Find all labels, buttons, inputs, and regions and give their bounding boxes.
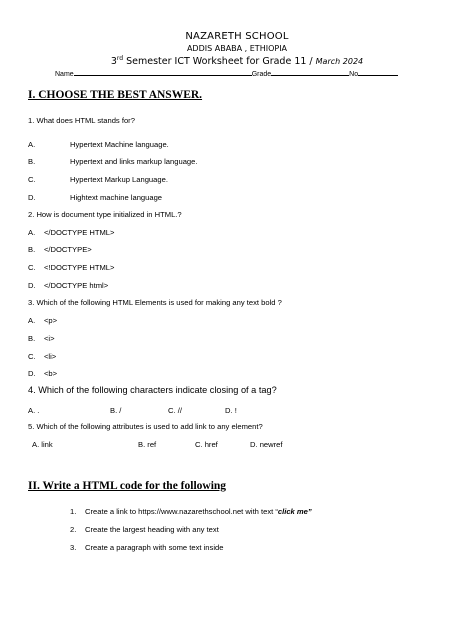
q4-option-b: B. / — [110, 406, 122, 415]
question-1: 1. What does HTML stands for? — [28, 116, 135, 125]
q5-option-a: A. link — [32, 440, 53, 449]
q5-option-d: D. newref — [250, 440, 283, 449]
task-1-emphasis: click me” — [277, 507, 312, 516]
worksheet-title — [0, 55, 474, 67]
q4-option-a: A. . — [28, 406, 40, 415]
no-label: No — [349, 71, 359, 78]
question-3: 3. Which of the following HTML Elements is used for making any text bold ? — [28, 298, 282, 307]
section-1-heading: I. CHOOSE THE BEST ANSWER. — [28, 89, 203, 101]
school-location: ADDIS ABABA , ETHIOPIA — [186, 44, 288, 53]
q5-option-b: B. ref — [138, 440, 157, 449]
q4-option-c: C. // — [168, 406, 182, 415]
student-info-line — [55, 69, 398, 78]
question-5: 5. Which of the following attributes is used to add link to any element? — [28, 422, 263, 431]
question-4: 4. Which of the following characters indicate closing of a tag? — [28, 385, 277, 395]
worksheet-date: March 2024 — [315, 57, 364, 67]
q4-option-d: D. ! — [225, 406, 237, 415]
title-ordinal: 3 — [110, 56, 117, 68]
grade-field[interactable] — [271, 69, 349, 76]
question-2: 2. How is document type initialized in HTML.? — [28, 210, 182, 219]
name-field[interactable] — [74, 69, 252, 76]
grade-label: Grade — [251, 71, 272, 78]
no-field[interactable] — [358, 69, 398, 76]
q5-option-c: C. href — [195, 440, 218, 449]
worksheet-page: NAZARETH SCHOOL ADDIS ABABA , ETHIOPIA 3rd Semester ICT Worksheet for Grade 11 / March 2024 Name Grade No I. CHOOSE THE BEST ANSWER. 1. What does HTML stands for? A. Hypertext Machine language. B. Hypertext and links markup language. C. Hypertext Markup Language. D. Hightext machine language 2. How is document type initialized in HTML.? A. </DOCTYPE HTML> B. </DOCTYPE> C. <!DOCTYPE HTML> D. </DOCTYPE html> 3. Which of the following HTML Elements is used for making any text bold ? A. <p> B. <i> C. <li> D. <b> 4. Which of the following characters indicate closing of a tag? A. . B. / C. // D. ! 5. Which of the following attributes is used to add link to any element? A. link B. ref C. href D. newref II. Write a HTML code for the following 1. Create a link to https://www.nazarethschool.net with text “click me” 2. Create the largest heading with any text 3. Create a paragraph with some text inside — [0, 0, 474, 632]
name-label: Name — [55, 71, 74, 78]
school-name: NAZARETH SCHOOL — [185, 31, 289, 42]
title-ordinal-suffix: rd — [116, 55, 124, 62]
title-text: Semester ICT Worksheet for Grade 11 / — [123, 56, 316, 68]
section-2-heading: II. Write a HTML code for the following — [28, 480, 227, 492]
